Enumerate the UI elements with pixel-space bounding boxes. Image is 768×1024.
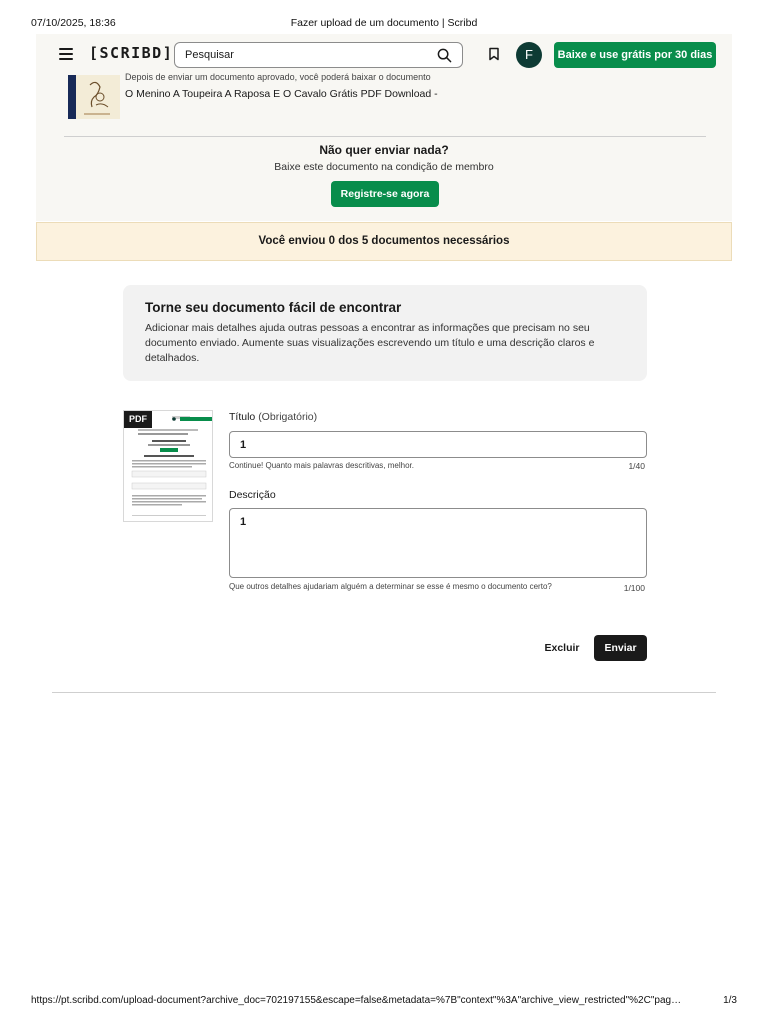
document-title[interactable]: O Menino A Toupeira A Raposa E O Cavalo Grátis PDF Download - xyxy=(125,88,438,100)
title-required-text: (Obrigatório) xyxy=(258,411,318,423)
title-label xyxy=(229,411,317,423)
print-footer xyxy=(0,995,768,1009)
search-icon[interactable] xyxy=(437,48,452,63)
print-page-title: Fazer upload de um documento | Scribd xyxy=(290,17,478,29)
footer-divider xyxy=(52,692,716,693)
top-navigation-bar xyxy=(36,34,732,75)
title-input[interactable] xyxy=(229,431,647,458)
title-label-text: Título xyxy=(229,411,256,423)
member-offer-title: Não quer enviar nada? xyxy=(319,143,449,157)
print-page-count: 1/3 xyxy=(723,995,737,1006)
search-box[interactable] xyxy=(174,42,463,68)
tip-body: Adicionar mais detalhes ajuda outras pessoas a encontrar as informações que precisam no seu documento enviado. Aumente suas visualizações escrevendo um título e uma descrição claros e detalhados. xyxy=(145,322,595,364)
bookmark-icon[interactable] xyxy=(488,47,500,61)
free-trial-button[interactable]: Baixe e use grátis por 30 dias xyxy=(554,42,716,68)
description-hint: Que outros detalhes ajudariam alguém a determinar se esse é mesmo o documento certo? xyxy=(229,582,552,591)
print-header xyxy=(0,17,768,31)
print-url: https://pt.scribd.com/upload-document?archive_doc=702197155&escape=false&metadata=%7B"context"%3A"archive_view_restricted"%2C"pag… xyxy=(31,995,682,1006)
print-datetime: 07/10/2025, 18:36 xyxy=(31,17,116,29)
register-button[interactable]: Registre-se agora xyxy=(331,181,439,207)
cover-illustration xyxy=(76,75,120,119)
submit-button[interactable]: Enviar xyxy=(594,635,647,661)
user-avatar[interactable]: F xyxy=(516,42,542,68)
document-cover-thumbnail[interactable] xyxy=(68,75,120,119)
download-condition-note: Depois de enviar um documento aprovado, você poderá baixar o documento xyxy=(125,72,431,82)
search-input[interactable] xyxy=(185,47,425,63)
title-char-counter: 1/40 xyxy=(628,461,645,471)
tip-heading: Torne seu documento fácil de encontrar xyxy=(145,300,402,315)
scribd-logo[interactable]: [SCRIBD] xyxy=(89,44,174,62)
tip-card xyxy=(123,285,647,381)
pdf-badge: PDF xyxy=(124,411,152,428)
member-offer-subtitle: Baixe este documento na condição de membro xyxy=(274,161,494,173)
delete-button[interactable]: Excluir xyxy=(544,642,580,654)
description-textarea[interactable] xyxy=(229,508,647,578)
menu-icon[interactable] xyxy=(59,48,73,60)
section-divider xyxy=(64,136,706,137)
description-label: Descrição xyxy=(229,489,276,501)
uploaded-pdf-preview xyxy=(123,410,213,522)
upload-progress-banner: Você enviou 0 dos 5 documentos necessários xyxy=(36,222,732,261)
title-hint: Continue! Quanto mais palavras descritivas, melhor. xyxy=(229,461,414,470)
description-char-counter: 1/100 xyxy=(623,583,645,593)
